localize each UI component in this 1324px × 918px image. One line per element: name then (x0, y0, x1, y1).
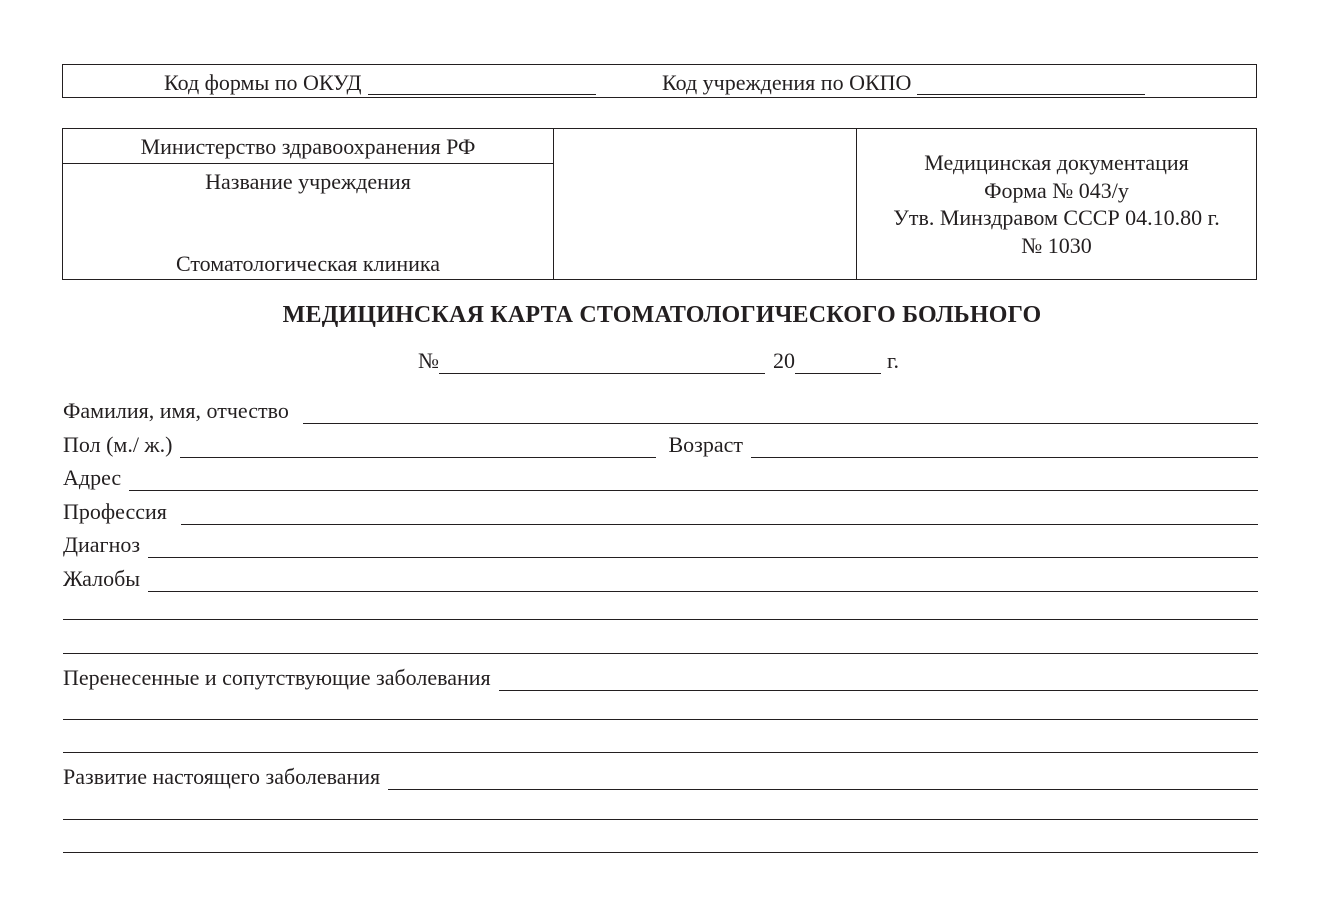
okud-label: Код формы по ОКУД (164, 70, 362, 95)
address-label: Адрес (63, 465, 122, 490)
card-number-field[interactable] (439, 353, 765, 374)
ministry-name: Министерство здравоохранения РФ (63, 129, 553, 164)
profession-field[interactable] (181, 504, 1258, 525)
institution-value: Стоматологическая клиника (175, 251, 441, 276)
stamp-cell (554, 129, 857, 279)
past-diseases-extra-line[interactable] (63, 719, 1258, 720)
address-row (63, 465, 1258, 491)
address-field[interactable] (129, 470, 1258, 491)
age-field[interactable] (751, 437, 1258, 458)
current-disease-row (63, 764, 1258, 790)
past-diseases-extra-line[interactable] (63, 752, 1258, 753)
okud-field[interactable] (368, 74, 596, 95)
okpo-field[interactable] (917, 74, 1145, 95)
diagnosis-field[interactable] (148, 537, 1258, 558)
year-field[interactable] (795, 353, 881, 374)
complaints-field[interactable] (148, 571, 1258, 592)
doc-line-4: № 1030 (1021, 232, 1092, 258)
current-disease-field[interactable] (388, 769, 1258, 790)
institution-label: Название учреждения (205, 169, 411, 194)
card-number-row (418, 348, 899, 374)
sex-field[interactable] (180, 437, 656, 458)
okpo-label: Код учреждения по ОКПО (662, 70, 912, 95)
current-disease-extra-line[interactable] (63, 819, 1258, 820)
sex-age-row (63, 432, 1258, 458)
okpo-code (662, 71, 1145, 95)
number-sign: № (418, 348, 439, 373)
age-label: Возраст (668, 432, 743, 457)
full-name-row (63, 398, 1258, 424)
doc-line-1: Медицинская документация (924, 150, 1189, 175)
complaints-label: Жалобы (63, 566, 141, 591)
header-table (62, 128, 1257, 280)
form-codes-box (62, 64, 1257, 98)
past-diseases-field[interactable] (499, 670, 1258, 691)
full-name-field[interactable] (303, 403, 1258, 424)
page-title: МЕДИЦИНСКАЯ КАРТА СТОМАТОЛОГИЧЕСКОГО БОЛЬНОГО (282, 302, 1042, 328)
profession-label: Профессия (63, 499, 167, 524)
past-diseases-row (63, 665, 1258, 691)
current-disease-label: Развитие настоящего заболевания (63, 764, 381, 789)
complaints-extra-line[interactable] (63, 619, 1258, 620)
past-diseases-label: Перенесенные и сопутствующие заболевания (63, 665, 491, 690)
institution-cell (63, 129, 554, 279)
full-name-label: Фамилия, имя, отчество (63, 398, 289, 423)
year-prefix: 20 (773, 348, 795, 373)
complaints-row (63, 566, 1258, 592)
okud-code (164, 71, 596, 95)
diagnosis-label: Диагноз (63, 532, 141, 557)
current-disease-extra-line[interactable] (63, 852, 1258, 853)
complaints-extra-line[interactable] (63, 653, 1258, 654)
diagnosis-row (63, 532, 1258, 558)
documentation-cell (857, 129, 1256, 279)
year-suffix: г. (887, 348, 900, 373)
doc-line-3: Утв. Минздравом СССР 04.10.80 г. (893, 205, 1220, 230)
profession-row (63, 499, 1258, 525)
doc-line-2: Форма № 043/у (984, 177, 1129, 203)
sex-label: Пол (м./ ж.) (63, 432, 173, 457)
